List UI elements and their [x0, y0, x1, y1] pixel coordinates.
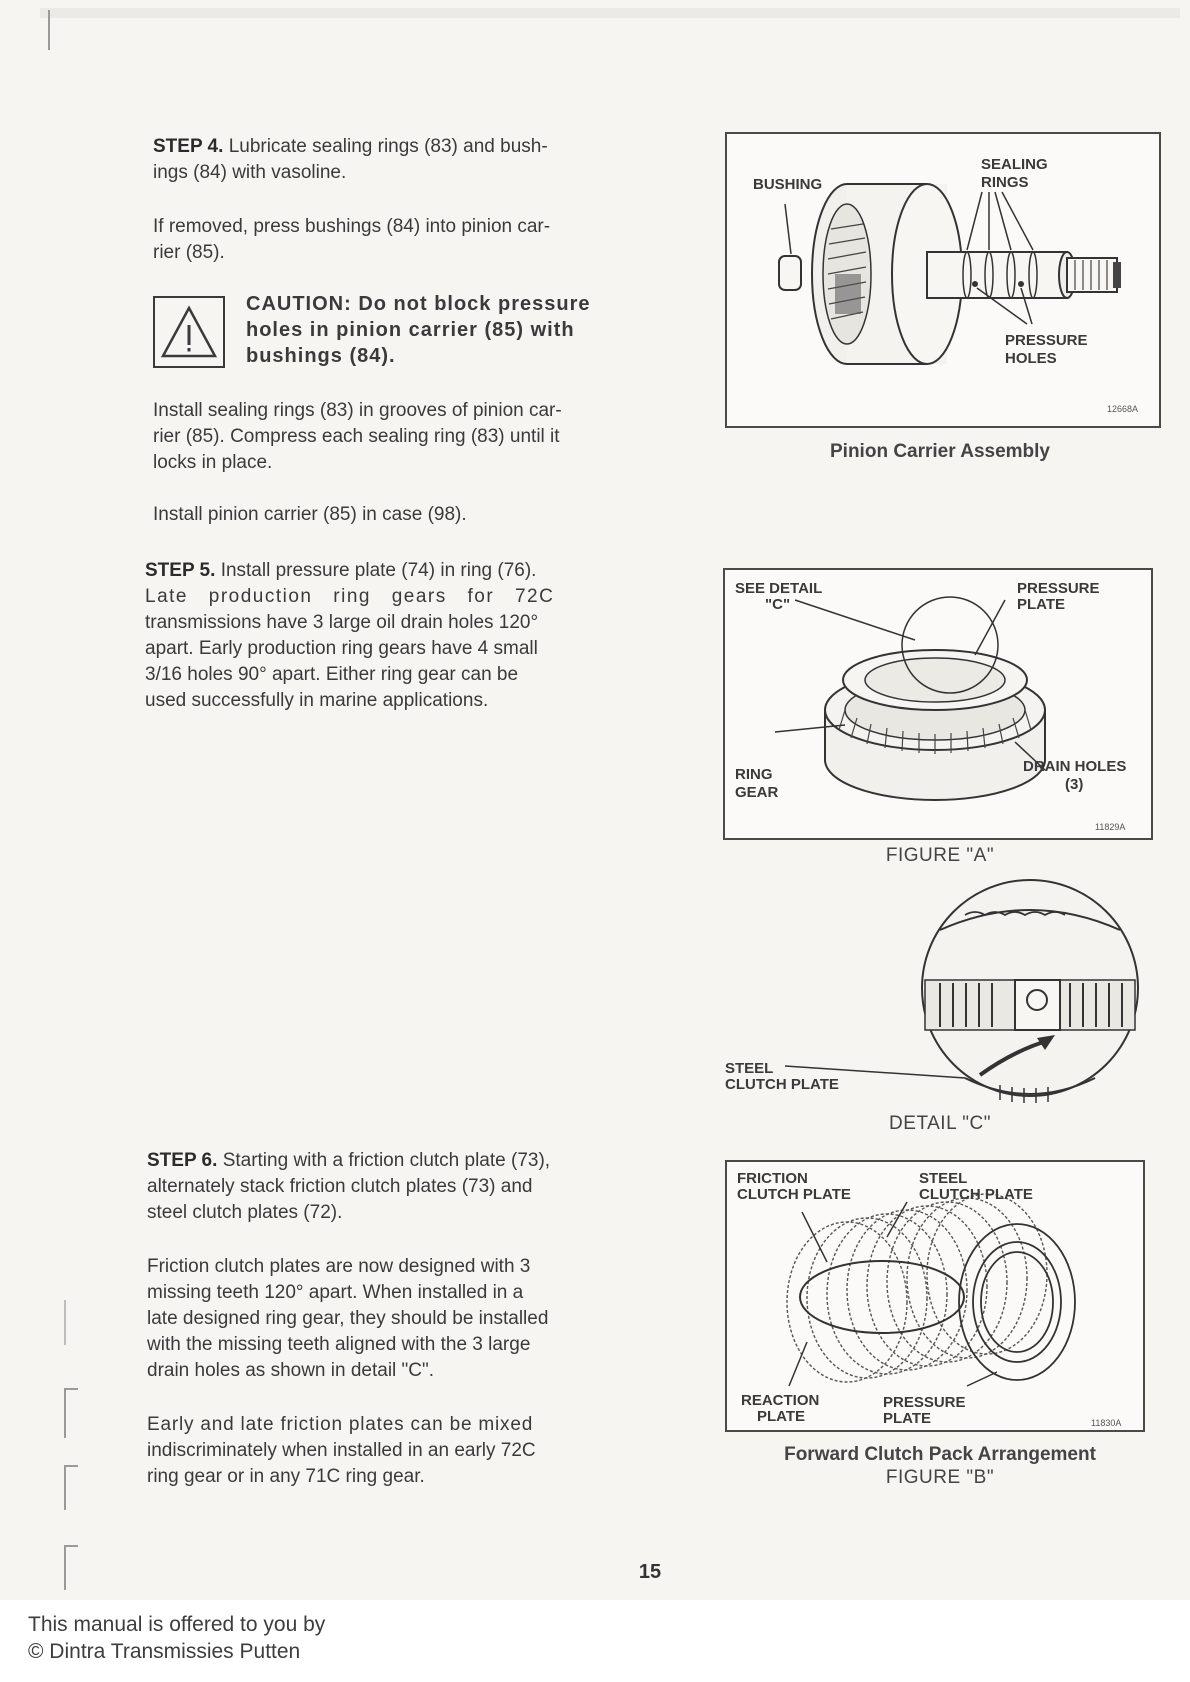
step5-line5: 3/16 holes 90° apart. Either ring gear can be — [145, 664, 519, 685]
label-pressure-plate-2: PLATE — [1017, 596, 1066, 613]
label-ring-gear-2: GEAR — [735, 784, 779, 801]
label-reaction-plate-2: PLATE — [757, 1408, 806, 1425]
label-drain-holes-2: (3) — [1065, 776, 1084, 793]
step4-heading: STEP 4. — [153, 136, 224, 157]
detail-c-caption: DETAIL "C" — [889, 1113, 991, 1134]
step6-paragraph2-line3: ring gear or in any 71C ring gear. — [147, 1466, 425, 1487]
figure-a — [723, 568, 1153, 840]
margin-mark — [64, 1465, 78, 1467]
margin-mark — [64, 1388, 78, 1390]
step6-heading: STEP 6. — [147, 1150, 218, 1171]
margin-mark — [64, 1545, 78, 1547]
margin-mark — [64, 1545, 66, 1590]
detail-c — [725, 880, 1165, 1110]
step6-paragraph2-line1: Early and late friction plates can be mixed — [147, 1414, 534, 1435]
step4-paragraph3: Install pinion carrier (85) in case (98). — [153, 504, 467, 525]
pinion-carrier-figure — [725, 132, 1161, 428]
step5-heading: STEP 5. — [145, 560, 216, 581]
label-see-detail-1: SEE DETAIL — [735, 580, 823, 597]
margin-mark — [64, 1300, 66, 1345]
step6-paragraph1-line5: drain holes as shown in detail "C". — [147, 1360, 435, 1381]
footer-line2: © Dintra Transmissies Putten — [28, 1640, 301, 1663]
step5-text1: Install pressure plate (74) in ring (76). — [220, 560, 537, 581]
step5-line4: apart. Early production ring gears have 4 small — [145, 638, 538, 659]
footer-line1: This manual is offered to you by — [28, 1613, 326, 1636]
figure-number: 12668A — [1107, 404, 1139, 414]
step5-line2: Late production ring gears for 72C — [145, 586, 555, 607]
label-steel-clutch-plate-2: CLUTCH PLATE — [919, 1186, 1033, 1203]
label-friction-clutch-2: CLUTCH PLATE — [737, 1186, 851, 1203]
margin-mark — [64, 1465, 66, 1510]
label-sealing-rings-1: SEALING — [981, 156, 1048, 173]
label-ring-gear-1: RING — [735, 766, 773, 783]
step6-paragraph1-line1: Friction clutch plates are now designed with 3 — [147, 1256, 531, 1277]
label-pressure-holes-2: HOLES — [1005, 350, 1057, 367]
label-steel-clutch-1: STEEL — [725, 1060, 774, 1077]
step4-text1: Lubricate sealing rings (83) and bush- — [228, 136, 548, 157]
step4-line2: ings (84) with vasoline. — [153, 162, 347, 183]
step6-line1 — [147, 1148, 550, 1174]
label-drain-holes-1: DRAIN HOLES — [1023, 758, 1127, 775]
figure-b — [725, 1160, 1145, 1432]
figure-a-caption: FIGURE "A" — [885, 845, 995, 866]
step6-line2: alternately stack friction clutch plates (73) and — [147, 1176, 533, 1197]
step4-paragraph1-line2: rier (85). — [153, 242, 225, 263]
pinion-carrier-caption: Pinion Carrier Assembly — [830, 441, 1050, 462]
caution-line3: bushings (84). — [246, 345, 396, 367]
label-pressure-plate-2: PLATE — [883, 1410, 932, 1427]
caution-text — [246, 291, 631, 369]
label-pressure-plate-1: PRESSURE — [1017, 580, 1100, 597]
footer — [28, 1611, 325, 1665]
step5-line6: used successfully in marine applications. — [145, 690, 489, 711]
step6-line3: steel clutch plates (72). — [147, 1202, 343, 1223]
step5-line3: transmissions have 3 large oil drain holes 120° — [145, 612, 539, 633]
label-pressure-holes-1: PRESSURE — [1005, 332, 1088, 349]
label-sealing-rings-2: RINGS — [981, 174, 1029, 191]
caution-line1: CAUTION: Do not block pressure — [246, 293, 591, 315]
figure-number: 11830A — [1091, 1418, 1122, 1428]
label-steel-clutch-plate-1: STEEL — [919, 1170, 968, 1187]
step4-paragraph2-line3: locks in place. — [153, 452, 273, 473]
label-bushing: BUSHING — [753, 176, 823, 193]
step4-paragraph2-line1: Install sealing rings (83) in grooves of pinion car- — [153, 400, 562, 421]
figure-b-caption-1: Forward Clutch Pack Arrangement — [784, 1444, 1096, 1465]
warning-triangle-icon — [155, 298, 223, 366]
caution-box — [153, 296, 225, 368]
label-steel-clutch-2: CLUTCH PLATE — [725, 1076, 839, 1093]
step4-line1 — [153, 134, 548, 160]
label-friction-clutch-1: FRICTION — [737, 1170, 808, 1187]
step4-paragraph2-line2: rier (85). Compress each sealing ring (83) until it — [153, 426, 560, 447]
step6-paragraph1-line4: with the missing teeth aligned with the 3 large — [147, 1334, 531, 1355]
step6-text1: Starting with a friction clutch plate (73), — [222, 1150, 551, 1171]
label-reaction-plate-1: REACTION — [741, 1392, 820, 1409]
step5-line1 — [145, 558, 536, 584]
figure-b-caption-2: FIGURE "B" — [885, 1467, 995, 1488]
step4-paragraph1-line1: If removed, press bushings (84) into pinion car- — [153, 216, 551, 237]
caution-line2: holes in pinion carrier (85) with — [246, 319, 575, 341]
margin-mark — [48, 10, 50, 50]
margin-mark — [64, 1388, 66, 1438]
scan-edge-shadow — [40, 8, 1180, 18]
label-pressure-plate-1: PRESSURE — [883, 1394, 966, 1411]
step6-paragraph1-line3: late designed ring gear, they should be installed — [147, 1308, 549, 1329]
step6-paragraph2-line2: indiscriminately when installed in an early 72C — [147, 1440, 536, 1461]
step6-paragraph1-line2: missing teeth 120° apart. When installed in a — [147, 1282, 524, 1303]
page-number: 15 — [638, 1561, 662, 1583]
label-see-detail-2: "C" — [765, 596, 791, 613]
figure-number: 11829A — [1095, 822, 1126, 832]
